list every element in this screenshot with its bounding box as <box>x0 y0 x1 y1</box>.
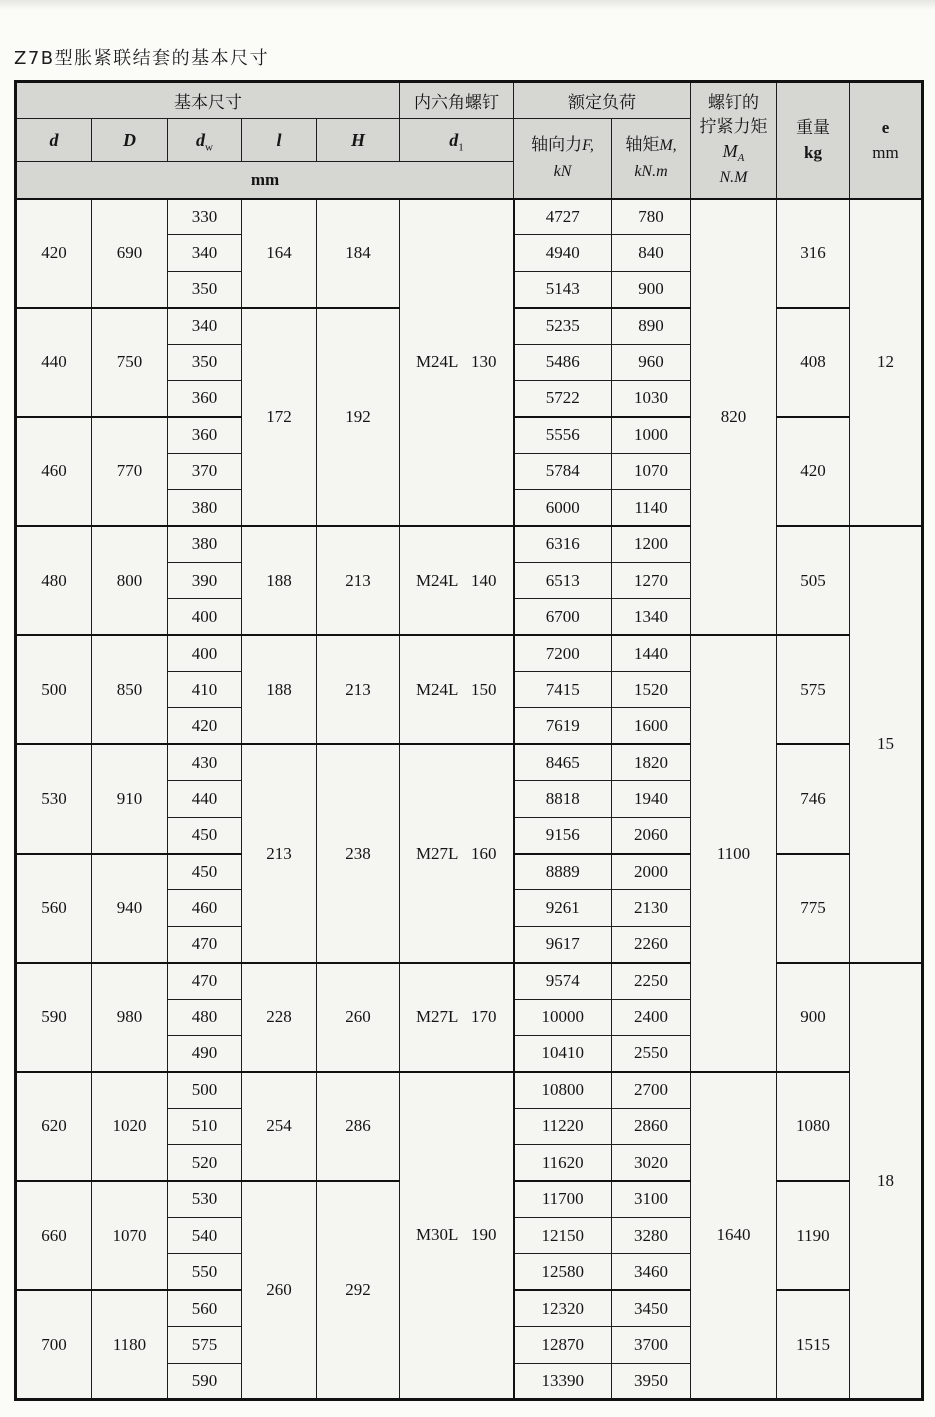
cell-axial-moment: 3280 <box>612 1217 691 1253</box>
cell-dw: 390 <box>168 562 242 598</box>
cell-axial-force: 12320 <box>514 1290 612 1326</box>
header-col-dw: $d_w$ <box>168 119 242 162</box>
cell-D: 750 <box>92 308 168 417</box>
cell-axial-force: 10000 <box>514 999 612 1035</box>
cell-axial-force: 11220 <box>514 1108 612 1144</box>
cell-axial-moment: 2400 <box>612 999 691 1035</box>
header-col-l: l <box>242 119 317 162</box>
cell-axial-force: 12870 <box>514 1327 612 1363</box>
cell-axial-moment: 2250 <box>612 963 691 999</box>
cell-dw: 575 <box>168 1327 242 1363</box>
cell-axial-moment: 2260 <box>612 926 691 962</box>
cell-axial-force: 6513 <box>514 562 612 598</box>
cell-dw: 450 <box>168 854 242 890</box>
cell-axial-force: 12150 <box>514 1217 612 1253</box>
cell-H: 260 <box>317 963 400 1072</box>
cell-axial-moment: 960 <box>612 344 691 380</box>
cell-e: 15 <box>850 526 923 963</box>
cell-d1: M30L 190 <box>400 1072 514 1400</box>
cell-dw: 560 <box>168 1290 242 1326</box>
cell-axial-moment: 3700 <box>612 1327 691 1363</box>
page-top-shade <box>0 0 935 10</box>
cell-tightening-torque: 1100 <box>691 635 777 1072</box>
cell-axial-moment: 2130 <box>612 890 691 926</box>
cell-d1: M27L 170 <box>400 963 514 1072</box>
axial-moment-label: 轴矩 <box>625 135 660 155</box>
cell-weight: 1080 <box>777 1072 850 1181</box>
axial-force-unit: kN <box>553 163 572 181</box>
header-axial-moment <box>612 119 691 199</box>
table-row <box>16 635 923 671</box>
cell-axial-moment: 840 <box>612 235 691 271</box>
cell-d: 480 <box>16 526 92 635</box>
cell-axial-force: 6316 <box>514 526 612 562</box>
cell-D: 1070 <box>92 1181 168 1290</box>
cell-weight: 408 <box>777 308 850 417</box>
cell-dw: 460 <box>168 890 242 926</box>
cell-dw: 350 <box>168 271 242 307</box>
cell-axial-moment: 900 <box>612 271 691 307</box>
cell-weight: 775 <box>777 854 850 963</box>
header-col-D: D <box>92 119 168 162</box>
cell-dw: 350 <box>168 344 242 380</box>
table-body <box>16 199 923 1400</box>
cell-dw: 400 <box>168 635 242 671</box>
cell-axial-moment: 3450 <box>612 1290 691 1326</box>
cell-axial-force: 5486 <box>514 344 612 380</box>
cell-dw: 330 <box>168 199 242 235</box>
axial-force-label: 轴向力 <box>531 135 583 155</box>
cell-l: 260 <box>242 1181 317 1399</box>
cell-weight: 1190 <box>777 1181 850 1290</box>
table-row <box>16 526 923 562</box>
cell-axial-moment: 1440 <box>612 635 691 671</box>
cell-axial-force: 8889 <box>514 854 612 890</box>
cell-dw: 340 <box>168 235 242 271</box>
header-rated-load: 额定负荷 <box>514 82 691 119</box>
table-row <box>16 199 923 235</box>
cell-axial-moment: 1340 <box>612 599 691 635</box>
weight-unit: kg <box>804 143 822 163</box>
e-symbol: e <box>881 118 890 138</box>
cell-dw: 450 <box>168 817 242 853</box>
cell-l: 213 <box>242 744 317 962</box>
cell-D: 850 <box>92 635 168 744</box>
cell-d1: M27L 160 <box>400 744 514 962</box>
cell-dw: 470 <box>168 963 242 999</box>
cell-axial-force: 7415 <box>514 672 612 708</box>
cell-axial-moment: 2550 <box>612 1035 691 1071</box>
cell-l: 254 <box>242 1072 317 1181</box>
cell-dw: 440 <box>168 781 242 817</box>
cell-axial-moment: 1600 <box>612 708 691 744</box>
cell-axial-force: 4727 <box>514 199 612 235</box>
e-unit: mm <box>872 143 899 163</box>
cell-axial-moment: 890 <box>612 308 691 344</box>
cell-d: 530 <box>16 744 92 853</box>
cell-axial-force: 7619 <box>514 708 612 744</box>
cell-D: 770 <box>92 417 168 526</box>
cell-e: 12 <box>850 199 923 527</box>
cell-axial-force: 9617 <box>514 926 612 962</box>
cell-axial-force: 7200 <box>514 635 612 671</box>
cell-dw: 420 <box>168 708 242 744</box>
cell-l: 164 <box>242 199 317 308</box>
tightening-torque-label-line2: 拧紧力矩 <box>699 116 768 136</box>
cell-weight: 575 <box>777 635 850 744</box>
cell-axial-moment: 780 <box>612 199 691 235</box>
axial-moment-symbol: M, <box>659 137 677 155</box>
cell-H: 238 <box>317 744 400 962</box>
cell-D: 910 <box>92 744 168 853</box>
cell-D: 690 <box>92 199 168 308</box>
cell-D: 1020 <box>92 1072 168 1181</box>
cell-dw: 530 <box>168 1181 242 1217</box>
cell-axial-force: 9156 <box>514 817 612 853</box>
cell-d: 700 <box>16 1290 92 1399</box>
cell-axial-force: 11700 <box>514 1181 612 1217</box>
cell-axial-moment: 1820 <box>612 744 691 780</box>
cell-dw: 340 <box>168 308 242 344</box>
header-axial-force <box>514 119 612 199</box>
cell-d: 560 <box>16 854 92 963</box>
cell-H: 192 <box>317 308 400 526</box>
cell-dw: 380 <box>168 490 242 526</box>
axial-force-symbol: F, <box>582 137 594 155</box>
cell-weight: 1515 <box>777 1290 850 1399</box>
cell-l: 188 <box>242 526 317 635</box>
axial-moment-unit: kN.m <box>634 163 668 181</box>
cell-dw: 430 <box>168 744 242 780</box>
cell-H: 286 <box>317 1072 400 1181</box>
cell-axial-moment: 1270 <box>612 562 691 598</box>
cell-axial-force: 8818 <box>514 781 612 817</box>
cell-axial-moment: 1520 <box>612 672 691 708</box>
cell-tightening-torque: 820 <box>691 199 777 636</box>
cell-D: 1180 <box>92 1290 168 1399</box>
cell-l: 172 <box>242 308 317 526</box>
cell-d1: M24L 140 <box>400 526 514 635</box>
cell-dw: 410 <box>168 672 242 708</box>
cell-dw: 490 <box>168 1035 242 1071</box>
cell-D: 980 <box>92 963 168 1072</box>
weight-label: 重量 <box>796 118 830 138</box>
cell-axial-force: 4940 <box>514 235 612 271</box>
cell-axial-force: 10800 <box>514 1072 612 1108</box>
cell-axial-force: 5784 <box>514 453 612 489</box>
cell-d: 440 <box>16 308 92 417</box>
cell-d1: M24L 130 <box>400 199 514 527</box>
cell-axial-force: 6000 <box>514 490 612 526</box>
cell-dw: 520 <box>168 1145 242 1181</box>
cell-axial-force: 12580 <box>514 1254 612 1290</box>
cell-dw: 360 <box>168 417 242 453</box>
cell-d: 420 <box>16 199 92 308</box>
cell-dw: 590 <box>168 1363 242 1399</box>
MA-subscript: A <box>737 151 745 164</box>
cell-H: 213 <box>317 635 400 744</box>
cell-dw: 400 <box>168 599 242 635</box>
cell-axial-force: 6700 <box>514 599 612 635</box>
cell-axial-force: 5143 <box>514 271 612 307</box>
header-unit-mm: mm <box>16 162 514 199</box>
cell-weight: 420 <box>777 417 850 526</box>
cell-dw: 380 <box>168 526 242 562</box>
cell-axial-force: 8465 <box>514 744 612 780</box>
cell-axial-force: 13390 <box>514 1363 612 1399</box>
header-col-d: d <box>16 119 92 162</box>
cell-axial-force: 9261 <box>514 890 612 926</box>
cell-axial-moment: 1140 <box>612 490 691 526</box>
cell-H: 213 <box>317 526 400 635</box>
cell-dw: 510 <box>168 1108 242 1144</box>
cell-l: 188 <box>242 635 317 744</box>
MA-symbol: M <box>722 140 738 161</box>
cell-dw: 370 <box>168 453 242 489</box>
cell-e: 18 <box>850 963 923 1400</box>
cell-axial-moment: 1200 <box>612 526 691 562</box>
cell-dw: 470 <box>168 926 242 962</box>
cell-axial-moment: 2860 <box>612 1108 691 1144</box>
cell-axial-moment: 3020 <box>612 1145 691 1181</box>
cell-l: 228 <box>242 963 317 1072</box>
cell-axial-force: 5235 <box>514 308 612 344</box>
cell-D: 940 <box>92 854 168 963</box>
cell-axial-moment: 3950 <box>612 1363 691 1399</box>
header-tightening-torque <box>691 82 777 199</box>
cell-dw: 480 <box>168 999 242 1035</box>
cell-weight: 900 <box>777 963 850 1072</box>
cell-dw: 500 <box>168 1072 242 1108</box>
cell-dw: 550 <box>168 1254 242 1290</box>
cell-axial-moment: 1070 <box>612 453 691 489</box>
cell-axial-moment: 2700 <box>612 1072 691 1108</box>
header-basic-dimensions: 基本尺寸 <box>16 82 400 119</box>
cell-weight: 746 <box>777 744 850 853</box>
tightening-torque-label-line1: 螺钉的 <box>708 92 759 112</box>
table-row <box>16 1072 923 1108</box>
cell-d: 590 <box>16 963 92 1072</box>
cell-axial-moment: 1940 <box>612 781 691 817</box>
cell-d1: M24L 150 <box>400 635 514 744</box>
table-row <box>16 963 923 999</box>
cell-D: 800 <box>92 526 168 635</box>
cell-d: 660 <box>16 1181 92 1290</box>
page-title: Z7B型胀紧联结套的基本尺寸 <box>14 48 270 69</box>
header-col-H: H <box>317 119 400 162</box>
cell-axial-moment: 2000 <box>612 854 691 890</box>
cell-dw: 360 <box>168 380 242 416</box>
cell-axial-moment: 1000 <box>612 417 691 453</box>
cell-axial-moment: 3460 <box>612 1254 691 1290</box>
cell-axial-force: 11620 <box>514 1145 612 1181</box>
cell-axial-force: 5556 <box>514 417 612 453</box>
cell-d: 460 <box>16 417 92 526</box>
cell-d: 500 <box>16 635 92 744</box>
cell-axial-moment: 1030 <box>612 380 691 416</box>
cell-d: 620 <box>16 1072 92 1181</box>
MA-unit: N.M <box>719 168 748 186</box>
cell-H: 292 <box>317 1181 400 1399</box>
cell-axial-force: 9574 <box>514 963 612 999</box>
cell-weight: 505 <box>777 526 850 635</box>
table-row <box>16 744 923 780</box>
table-header <box>16 82 923 199</box>
cell-tightening-torque: 1640 <box>691 1072 777 1400</box>
cell-axial-force: 5722 <box>514 380 612 416</box>
header-e <box>850 82 923 199</box>
cell-axial-force: 10410 <box>514 1035 612 1071</box>
header-hex-socket-screw: 内六角螺钉 <box>400 82 514 119</box>
cell-weight: 316 <box>777 199 850 308</box>
cell-axial-moment: 3100 <box>612 1181 691 1217</box>
cell-H: 184 <box>317 199 400 308</box>
header-col-d1: $d_1$ <box>400 119 514 162</box>
header-weight <box>777 82 850 199</box>
spec-table <box>14 80 924 1401</box>
cell-dw: 540 <box>168 1217 242 1253</box>
cell-axial-moment: 2060 <box>612 817 691 853</box>
